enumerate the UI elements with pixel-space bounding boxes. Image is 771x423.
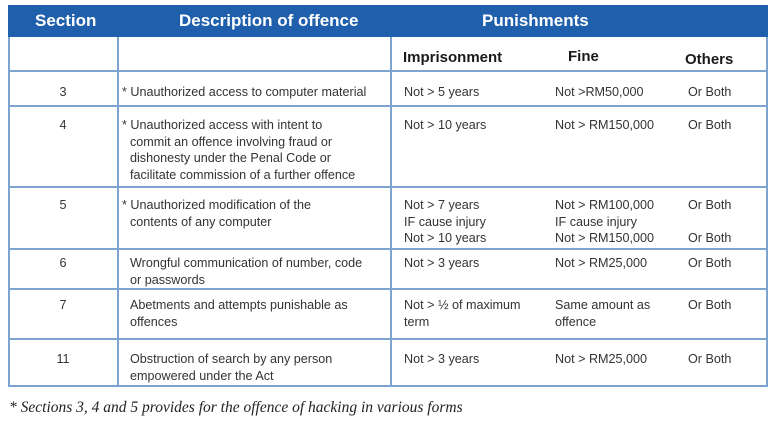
row-others-line: Or Both — [688, 231, 732, 245]
row-imprisonment-line: Not > 5 years — [404, 85, 480, 99]
row-description-line: * Unauthorized access to computer material — [122, 85, 367, 99]
row-description-line: or passwords — [130, 272, 205, 287]
row-fine-line: offence — [555, 314, 597, 329]
row-section-number: 11 — [56, 352, 70, 366]
row-imprisonment-line: Not > 10 years — [404, 118, 487, 132]
row-fine-line: Same amount as — [555, 298, 651, 312]
row-description-line: dishonesty under the Penal Code or — [130, 151, 331, 165]
table-header — [8, 5, 768, 37]
row-description-line: Wrongful communication of number, code — [130, 256, 363, 270]
row-section-number: 3 — [59, 85, 67, 99]
subheader-fine: Fine — [568, 48, 599, 65]
row-fine-line: Not > RM150,000 — [555, 118, 655, 132]
row-fine-line: Not > RM150,000 — [555, 231, 655, 245]
row-fine-line: Not > RM25,000 — [555, 352, 648, 366]
row-others-line: Or Both — [688, 352, 732, 366]
row-description-line: * Unauthorized modification of the — [122, 198, 312, 212]
row-fine-line: Not > RM25,000 — [555, 256, 648, 270]
table-body — [8, 37, 768, 387]
row-imprisonment-line: Not > 3 years — [404, 352, 480, 366]
row-description-line: facilitate commission of a further offence — [130, 167, 356, 182]
row-fine-line: Not >RM50,000 — [555, 85, 644, 99]
header-punishments: Punishments — [482, 11, 589, 30]
row-imprisonment-line: term — [404, 314, 430, 329]
row-section-number: 5 — [59, 198, 67, 212]
row-imprisonment-line: Not > 10 years — [404, 231, 487, 245]
header-section: Section — [35, 11, 97, 30]
row-others-line: Or Both — [688, 256, 732, 270]
subheader-imprisonment: Imprisonment — [403, 49, 503, 66]
row-others-line: Or Both — [688, 118, 732, 132]
header-description: Description of offence — [179, 11, 359, 30]
footnote: * Sections 3, 4 and 5 provides for the offence of hacking in various forms — [9, 399, 463, 416]
offences-table — [8, 5, 768, 387]
row-section-number: 7 — [59, 298, 67, 312]
row-description-line: commit an offence involving fraud or — [130, 134, 333, 149]
row-description-line: Obstruction of search by any person — [130, 352, 333, 366]
row-others-line: Or Both — [688, 298, 732, 312]
row-others-line: Or Both — [688, 85, 732, 99]
row-description-line: empowered under the Act — [130, 368, 274, 383]
row-description-line: Abetments and attempts punishable as — [130, 298, 348, 312]
row-imprisonment-line: Not > ½ of maximum — [404, 298, 521, 312]
row-others-line: Or Both — [688, 198, 732, 212]
row-description-line: contents of any computer — [130, 214, 272, 229]
row-imprisonment-line: Not > 7 years — [404, 198, 480, 212]
row-fine-line: Not > RM100,000 — [555, 198, 655, 212]
row-section-number: 6 — [59, 256, 67, 270]
row-description-line: * Unauthorized access with intent to — [122, 118, 323, 132]
row-imprisonment-line: IF cause injury — [404, 214, 486, 229]
row-description-line: offences — [130, 314, 178, 329]
subheader-others: Others — [685, 51, 734, 68]
row-fine-line: IF cause injury — [555, 214, 637, 229]
row-section-number: 4 — [59, 118, 67, 132]
row-imprisonment-line: Not > 3 years — [404, 256, 480, 270]
